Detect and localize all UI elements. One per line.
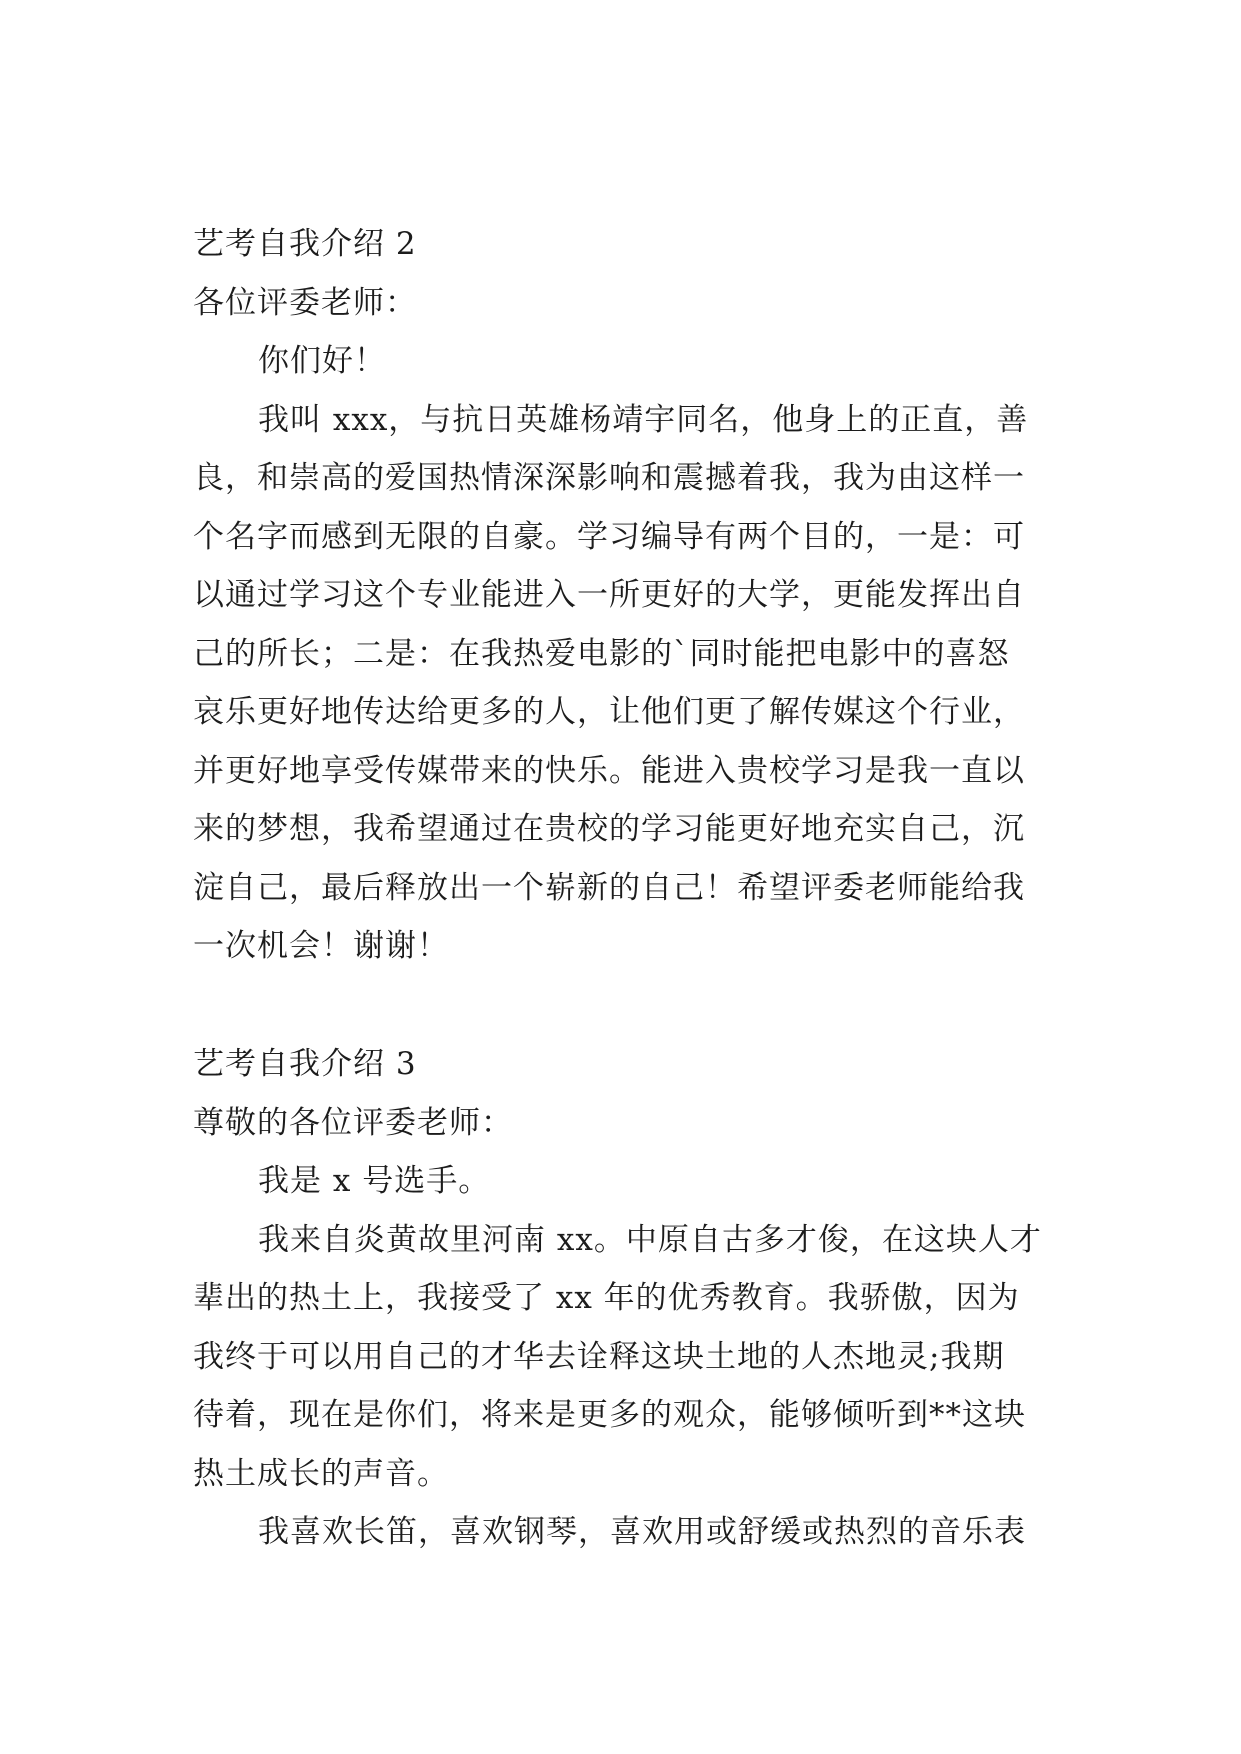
paragraph-line: 己的所长；二是：在我热爱电影的`同时能把电影中的喜怒 — [193, 635, 1010, 672]
salutation: 各位评委老师： — [193, 284, 417, 321]
paragraph-line: 我终于可以用自己的才华去诠释这块土地的人杰地灵;我期 — [193, 1338, 1005, 1375]
paragraph-line: 良，和崇高的爱国热情深深影响和震撼着我，我为由这样一 — [193, 460, 1025, 496]
paragraph-line: 一次机会！谢谢！ — [193, 928, 449, 964]
paragraph-line: 淀自己，最后释放出一个崭新的自己！希望评委老师能给我 — [193, 869, 1025, 906]
paragraph-line: 辈出的热土上，我接受了 xx 年的优秀教育。我骄傲，因为 — [193, 1280, 1020, 1316]
paragraph-line: 以通过学习这个专业能进入一所更好的大学，更能发挥出自 — [193, 577, 1025, 613]
paragraph-line: 热土成长的声音。 — [193, 1455, 449, 1492]
paragraph-line: 哀乐更好地传达给更多的人，让他们更了解传媒这个行业， — [193, 694, 1025, 730]
paragraph-line: 并更好地享受传媒带来的快乐。能进入贵校学习是我一直以 — [193, 752, 1025, 789]
paragraph-line: 我喜欢长笛，喜欢钢琴，喜欢用或舒缓或热烈的音乐表 — [258, 1514, 1026, 1550]
paragraph-line: 来的梦想，我希望通过在贵校的学习能更好地充实自己，沉 — [193, 811, 1025, 847]
greeting: 我是 x 号选手。 — [258, 1163, 491, 1199]
section-heading: 艺考自我介绍 3 — [193, 1046, 417, 1082]
paragraph-line: 我叫 xxx，与抗日英雄杨靖宇同名，他身上的正直，善 — [258, 401, 1029, 438]
greeting: 你们好！ — [258, 343, 386, 379]
salutation: 尊敬的各位评委老师： — [193, 1104, 513, 1141]
section-self-intro-3 — [193, 1035, 1073, 1562]
paragraph-line: 我来自炎黄故里河南 xx。中原自古多才俊，在这块人才 — [258, 1221, 1042, 1258]
paragraph-line: 待着，现在是你们，将来是更多的观众，能够倾听到**这块 — [193, 1397, 1026, 1433]
paragraph-line: 个名字而感到无限的自豪。学习编导有两个目的，一是：可 — [193, 518, 1025, 555]
section-self-intro-2 — [193, 215, 1073, 976]
section-heading: 艺考自我介绍 2 — [193, 226, 417, 262]
